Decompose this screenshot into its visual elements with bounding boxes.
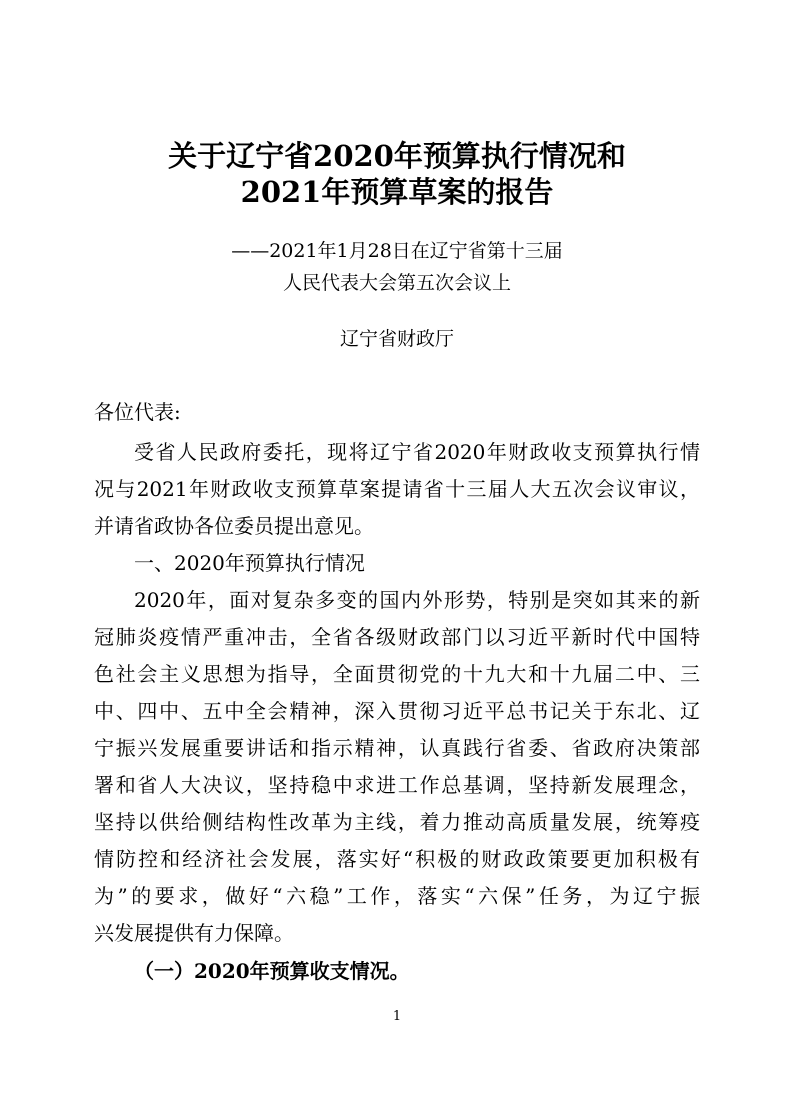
report-subtitle-line-2: 人民代表大会第五次会议上 — [282, 272, 511, 294]
body-line: 为”的要求，做好“六稳”工作，落实“六保”任务，为辽宁振 — [94, 884, 700, 908]
report-title-line-1: 关于辽宁省2020年预算执行情况和 — [168, 139, 626, 173]
body-line: 署和省人大决议，坚持稳中求进工作总基调，坚持新发展理念， — [94, 773, 700, 797]
body-line: 2020年，面对复杂多变的国内外形势，特别是突如其来的新 — [134, 588, 700, 612]
body-line: 色社会主义思想为指导，全面贯彻党的十九大和十九届二中、三 — [94, 662, 700, 686]
intro-line: 况与2021年财政收支预算草案提请省十三届人大五次会议审议， — [94, 477, 700, 501]
salutation: 各位代表: — [94, 400, 181, 424]
body-line: 冠肺炎疫情严重冲击，全省各级财政部门以习近平新时代中国特 — [94, 625, 700, 649]
body-line: 中、四中、五中全会精神，深入贯彻习近平总书记关于东北、辽 — [94, 699, 700, 723]
body-line: 兴发展提供有力保障。 — [94, 921, 294, 945]
body-line: 坚持以供给侧结构性改革为主线，着力推动高质量发展，统筹疫 — [94, 810, 700, 834]
issuing-organization: 辽宁省财政厅 — [339, 328, 454, 350]
page-number: 1 — [392, 1009, 402, 1024]
subsection-heading: （一）2020年预算收支情况。 — [134, 959, 410, 983]
body-line: 情防控和经济社会发展，落实好“积极的财政政策要更加积极有 — [94, 847, 700, 871]
intro-line: 并请省政协各位委员提出意见。 — [94, 514, 374, 538]
report-subtitle-line-1: ——2021年1月28日在辽宁省第十三届 — [231, 240, 563, 262]
body-line: 宁振兴发展重要讲话和指示精神，认真践行省委、省政府决策部 — [94, 736, 700, 760]
report-title-line-2: 2021年预算草案的报告 — [240, 175, 554, 209]
section-heading: 一、2020年预算执行情况 — [134, 551, 365, 575]
intro-line: 受省人民政府委托，现将辽宁省2020年财政收支预算执行情 — [134, 440, 700, 464]
